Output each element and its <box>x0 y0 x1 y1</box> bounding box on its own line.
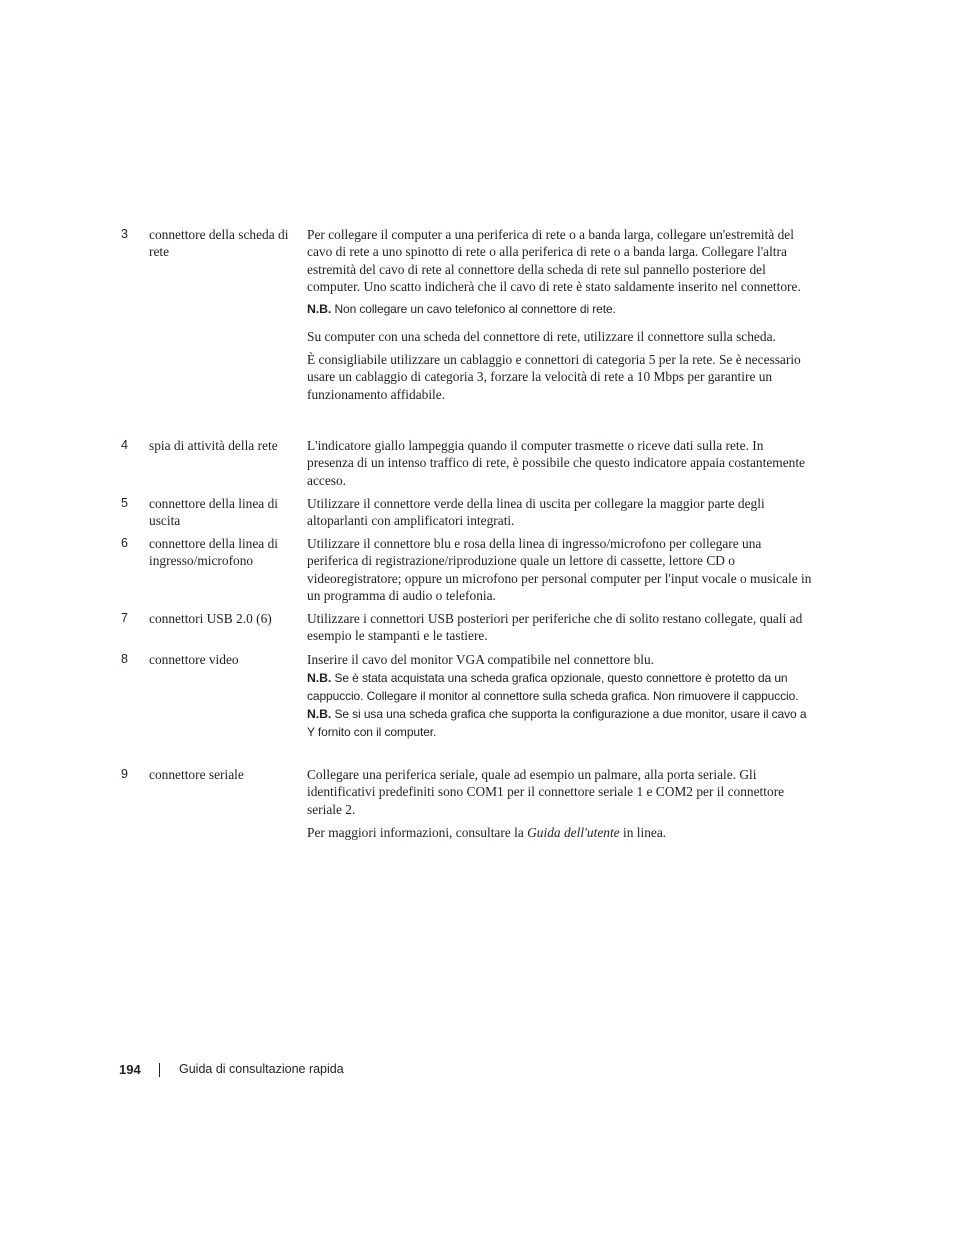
item-description <box>307 610 812 651</box>
description-paragraph <box>307 824 812 841</box>
item-label: spia di attività della rete <box>149 438 278 453</box>
item-description <box>307 651 812 747</box>
item-number: 3 <box>121 227 128 241</box>
item-description <box>307 437 812 495</box>
item-number: 5 <box>121 496 128 510</box>
item-number: 4 <box>121 438 128 452</box>
item-description <box>307 535 812 610</box>
description-paragraph: Per collegare il computer a una periferica di rete o a banda larga, collegare un'estremità del cavo di rete a uno spinotto di rete o alla periferica di rete o a banda larga. Collegare l'altra estremità del cavo di rete al connettore della scheda di rete sul pannello posteriore del computer. Uno scatto indicherà che il cavo di rete è stato saldamente inserito nel connettore. <box>307 227 801 294</box>
note-text: Se si usa una scheda grafica che supporta la configurazione a due monitor, usare il cavo a Y fornito con il computer. <box>307 707 807 739</box>
note-text: Se è stata acquistata una scheda grafica opzionale, questo connettore è protetto da un cappuccio. Collegare il monitor al connettore sulla scheda grafica. Non rimuovere il cappuccio. <box>307 671 799 703</box>
item-number: 8 <box>121 652 128 666</box>
item-number: 6 <box>121 536 128 550</box>
description-paragraph: Utilizzare il connettore blu e rosa della linea di ingresso/microfono per collegare una periferica di registrazione/riproduzione quale un lettore di cassette, lettore CD o videoregistratore; oppure un microfono per personal computer per l'input vocale o musicale in un programma di audio o telefonia. <box>307 536 812 603</box>
item-label: connettore della linea di ingresso/microfono <box>149 536 279 569</box>
item-label: connettore video <box>149 652 239 667</box>
item-label: connettore della scheda di rete <box>149 227 289 260</box>
guide-title: Guida dell'utente <box>527 824 620 840</box>
note <box>307 670 812 705</box>
text-run: in linea. <box>619 824 667 840</box>
page-number: 194 <box>119 1062 141 1077</box>
item-label: connettori USB 2.0 (6) <box>149 611 272 626</box>
description-paragraph: L'indicatore giallo lampeggia quando il computer trasmette o riceve dati sulla rete. In presenza di un intenso traffico di rete, è possibile che questo indicatore appaia costantemente acceso. <box>307 438 805 488</box>
item-label: connettore seriale <box>149 767 244 782</box>
item-number: 7 <box>121 611 128 625</box>
footer-title: Guida di consultazione rapida <box>179 1062 344 1076</box>
item-description <box>307 766 812 847</box>
description-paragraph: Utilizzare il connettore verde della linea di uscita per collegare la maggior parte degli altoparlanti con amplificatori integrati. <box>307 496 765 529</box>
note-label: N.B. <box>307 707 332 722</box>
description-paragraph: È consigliabile utilizzare un cablaggio e connettori di categoria 5 per la rete. Se è necessario usare un cablaggio di categoria 3, forzare la velocità di rete a 10 Mbps per garantire un funzionamento affidabile. <box>307 351 801 402</box>
description-paragraph: Inserire il cavo del monitor VGA compatibile nel connettore blu. <box>307 652 655 667</box>
item-description <box>307 495 812 536</box>
note-label: N.B. <box>307 302 332 317</box>
description-paragraph: Su computer con una scheda del connettore di rete, utilizzare il connettore sulla scheda. <box>307 328 776 344</box>
description-paragraph: Utilizzare i connettori USB posteriori per periferiche che di solito restano collegate, quali ad esempio le stampanti e le tastiere. <box>307 611 803 644</box>
note-text: Non collegare un cavo telefonico al connettore di rete. <box>334 302 616 317</box>
text-run: Per maggiori informazioni, consultare la <box>307 824 528 840</box>
description-paragraph: Collegare una periferica seriale, quale ad esempio un palmare, alla porta seriale. Gli identificativi predefiniti sono COM1 per il connettore seriale 1 e COM2 per il connettore seriale 2. <box>307 767 785 817</box>
item-number: 9 <box>121 767 128 781</box>
item-description <box>307 226 812 409</box>
note-label: N.B. <box>307 671 332 686</box>
note <box>307 301 812 319</box>
note <box>307 706 812 741</box>
item-label: connettore della linea di uscita <box>149 496 279 529</box>
footer-divider <box>159 1063 160 1077</box>
